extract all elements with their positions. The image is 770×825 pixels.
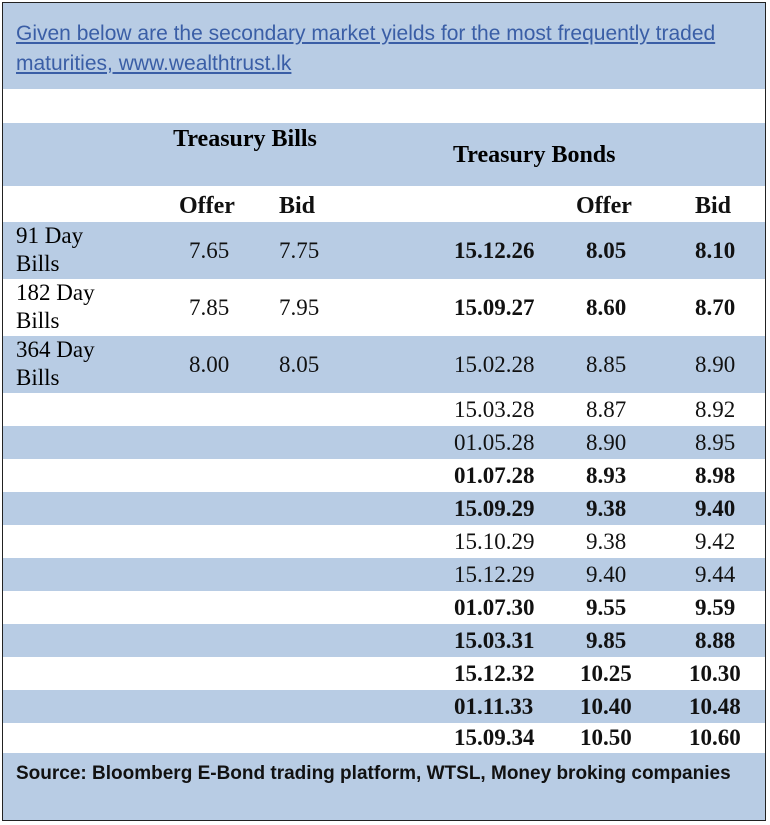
bonds-offer-header: Offer bbox=[576, 193, 632, 219]
table-row bbox=[3, 222, 765, 279]
bill-bid-value: 7.95 bbox=[279, 295, 320, 320]
table-row bbox=[3, 690, 765, 723]
bill-tenor-line2: Bills bbox=[16, 308, 60, 333]
bond-offer-value: 9.40 bbox=[586, 562, 627, 587]
table-row bbox=[3, 426, 765, 459]
bond-maturity: 15.09.27 bbox=[454, 295, 535, 320]
bill-tenor-label bbox=[16, 336, 95, 392]
bond-bid-value: 8.10 bbox=[695, 238, 736, 263]
header-spacer bbox=[3, 89, 765, 123]
bond-maturity: 15.12.29 bbox=[454, 562, 535, 587]
source-text: Source: Bloomberg E-Bond trading platform, WTSL, Money broking companies bbox=[16, 763, 731, 784]
bill-tenor-label bbox=[16, 222, 83, 278]
bond-offer-value: 8.87 bbox=[586, 397, 627, 422]
title-row bbox=[3, 123, 765, 186]
intro-link[interactable]: Given below are the secondary market yields for the most frequently traded maturities, www.wealthtrust.lk bbox=[16, 22, 716, 75]
bond-bid-value: 9.42 bbox=[695, 529, 736, 554]
bond-maturity: 01.11.33 bbox=[454, 694, 534, 719]
bill-tenor-line1: 182 Day bbox=[16, 280, 95, 305]
table-row bbox=[3, 393, 765, 426]
bond-bid-value: 8.95 bbox=[695, 430, 736, 455]
bill-tenor-line1: 91 Day bbox=[16, 223, 84, 248]
bond-bid-value: 8.90 bbox=[695, 352, 736, 377]
bond-maturity: 15.03.31 bbox=[454, 628, 535, 653]
bond-maturity: 15.09.29 bbox=[454, 496, 535, 521]
table-row bbox=[3, 657, 765, 690]
intro-header bbox=[3, 3, 765, 89]
bonds-bid-header: Bid bbox=[695, 193, 732, 219]
bond-offer-value: 9.85 bbox=[586, 628, 627, 653]
bond-bid-value: 10.30 bbox=[689, 661, 741, 686]
bond-bid-value: 9.40 bbox=[695, 496, 736, 521]
bond-maturity: 15.12.26 bbox=[454, 238, 535, 263]
yield-table-frame bbox=[2, 2, 766, 821]
bill-bid-value: 7.75 bbox=[279, 238, 320, 263]
bond-offer-value: 8.93 bbox=[586, 463, 627, 488]
table-row bbox=[3, 336, 765, 393]
bond-offer-value: 8.85 bbox=[586, 352, 627, 377]
table-row bbox=[3, 591, 765, 624]
bond-maturity: 15.03.28 bbox=[454, 397, 535, 422]
bill-tenor-line2: Bills bbox=[16, 251, 60, 276]
table-row bbox=[3, 525, 765, 558]
table-row bbox=[3, 279, 765, 336]
bond-maturity: 15.02.28 bbox=[454, 352, 535, 377]
bond-offer-value: 10.40 bbox=[580, 694, 632, 719]
table-row bbox=[3, 459, 765, 492]
source-footer bbox=[3, 753, 765, 820]
table-row bbox=[3, 723, 765, 753]
bond-offer-value: 10.50 bbox=[580, 725, 632, 750]
bond-bid-value: 9.44 bbox=[695, 562, 736, 587]
bond-bid-value: 8.70 bbox=[695, 295, 736, 320]
bond-bid-value: 10.60 bbox=[689, 725, 741, 750]
bills-offer-header: Offer bbox=[179, 193, 235, 219]
bond-offer-value: 9.38 bbox=[586, 529, 627, 554]
bond-offer-value: 8.60 bbox=[586, 295, 627, 320]
bills-bid-header: Bid bbox=[279, 193, 316, 219]
bond-bid-value: 8.98 bbox=[695, 463, 736, 488]
bond-maturity: 15.09.34 bbox=[454, 725, 535, 750]
bond-maturity: 01.07.28 bbox=[454, 463, 535, 488]
treasury-bonds-title: Treasury Bonds bbox=[453, 142, 616, 168]
column-header-row bbox=[3, 186, 765, 222]
bond-bid-value: 8.88 bbox=[695, 628, 736, 653]
bond-maturity: 15.12.32 bbox=[454, 661, 535, 686]
bond-maturity: 01.07.30 bbox=[454, 595, 535, 620]
bill-tenor-label bbox=[16, 279, 95, 335]
bill-tenor-line2: Bills bbox=[16, 365, 60, 390]
table-row bbox=[3, 492, 765, 525]
bond-maturity: 15.10.29 bbox=[454, 529, 535, 554]
bond-offer-value: 8.05 bbox=[586, 238, 627, 263]
bond-bid-value: 8.92 bbox=[695, 397, 736, 422]
bond-offer-value: 9.55 bbox=[586, 595, 627, 620]
bond-bid-value: 10.48 bbox=[689, 694, 741, 719]
treasury-bills-title: Treasury Bills bbox=[173, 126, 317, 152]
bond-offer-value: 10.25 bbox=[580, 661, 632, 686]
table-row bbox=[3, 624, 765, 657]
bill-offer-value: 8.00 bbox=[189, 352, 230, 377]
table-row bbox=[3, 558, 765, 591]
bill-bid-value: 8.05 bbox=[279, 352, 320, 377]
bill-offer-value: 7.65 bbox=[189, 238, 230, 263]
bond-maturity: 01.05.28 bbox=[454, 430, 535, 455]
bond-bid-value: 9.59 bbox=[695, 595, 736, 620]
bill-offer-value: 7.85 bbox=[189, 295, 230, 320]
bond-offer-value: 9.38 bbox=[586, 496, 627, 521]
bond-offer-value: 8.90 bbox=[586, 430, 627, 455]
bill-tenor-line1: 364 Day bbox=[16, 337, 95, 362]
